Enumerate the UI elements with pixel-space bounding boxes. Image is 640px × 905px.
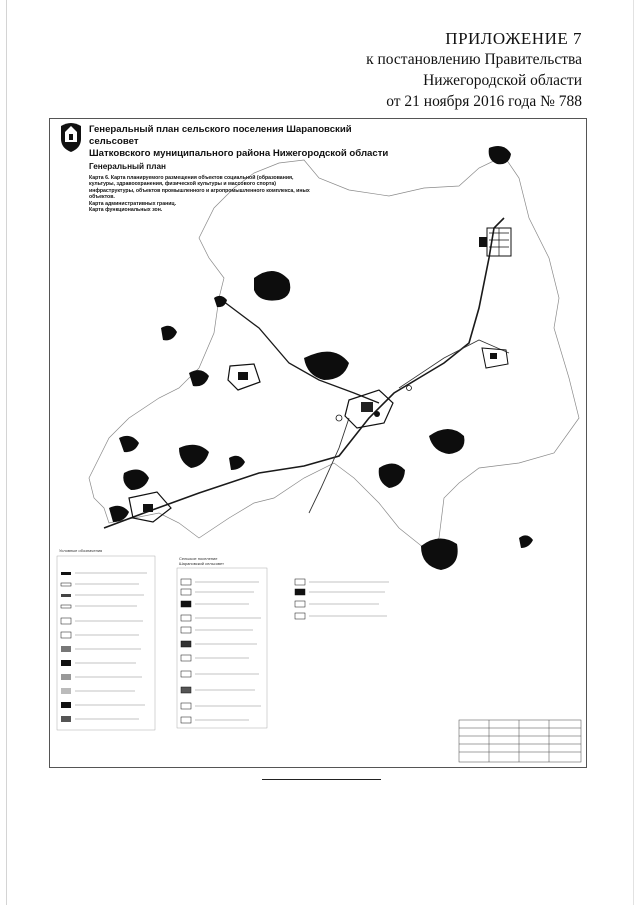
- secondary-road: [219, 298, 379, 403]
- forest-area: [189, 370, 209, 386]
- forest-area: [429, 429, 464, 454]
- legend-col2-title: Сельское поселение Шараповский сельсовет: [179, 556, 224, 566]
- legend: [57, 556, 389, 730]
- legend-title: Условные обозначения: [59, 548, 103, 553]
- appendix-number: ПРИЛОЖЕНИЕ 7: [445, 29, 582, 48]
- map-title-line2: Шатковского муниципального района Нижегородской области: [89, 148, 389, 159]
- legend-col3-swatches: [295, 579, 305, 619]
- settlement-boundary: [89, 156, 579, 548]
- forest-area: [161, 326, 177, 341]
- settlement-west: [228, 364, 260, 390]
- forest-area: [214, 296, 227, 307]
- legend-lines: [75, 573, 147, 719]
- forest-area: [379, 463, 405, 488]
- coat-of-arms-icon: [61, 123, 81, 152]
- signature-rule: [262, 779, 381, 780]
- forest-area: [123, 469, 149, 490]
- appendix-region: Нижегородской области: [423, 72, 582, 89]
- main-road: [104, 218, 504, 528]
- legend-col2-swatches: [181, 579, 191, 723]
- map-zones-label: Карта функциональных зон.: [89, 207, 163, 214]
- forest-area: [229, 456, 245, 470]
- appendix-header: [366, 28, 582, 112]
- legend-col2: [195, 582, 261, 720]
- forest-area: [421, 538, 458, 570]
- map-title-line1: Генеральный план сельского поселения Шараповский сельсовет: [89, 124, 352, 147]
- forest-area: [179, 445, 209, 468]
- lake: [407, 386, 412, 391]
- legend-col3: [309, 582, 389, 616]
- map-title-block: [89, 124, 389, 213]
- settlement-central: [345, 390, 393, 428]
- forest-area: [254, 271, 290, 301]
- scan-edge-left: [6, 0, 7, 905]
- map-sheet: [49, 118, 587, 768]
- forest-area: [119, 436, 139, 452]
- lake: [336, 415, 342, 421]
- map-subtitle: Генеральный план: [89, 162, 166, 171]
- appendix-ref: к постановлению Правительства: [366, 51, 582, 68]
- forest-area: [519, 535, 533, 548]
- scan-edge-right: [633, 0, 634, 905]
- settlement-north: [479, 228, 511, 256]
- map-admin-label: Карта административных границ.: [89, 200, 177, 207]
- map-drawing: [49, 118, 587, 768]
- appendix-date: от 21 ноября 2016 года № 788: [386, 93, 582, 110]
- map-description: Карта 6. Карта планируемого размещения объектов социальной (образования, культуры, здравоохранения, физической культуры и массового спорта) инфраструктуры, объектов промышленного и агропромышленного комплекса, иных объектов.: [89, 175, 310, 201]
- legend-swatches: [61, 572, 71, 722]
- stamp-table: [459, 720, 581, 762]
